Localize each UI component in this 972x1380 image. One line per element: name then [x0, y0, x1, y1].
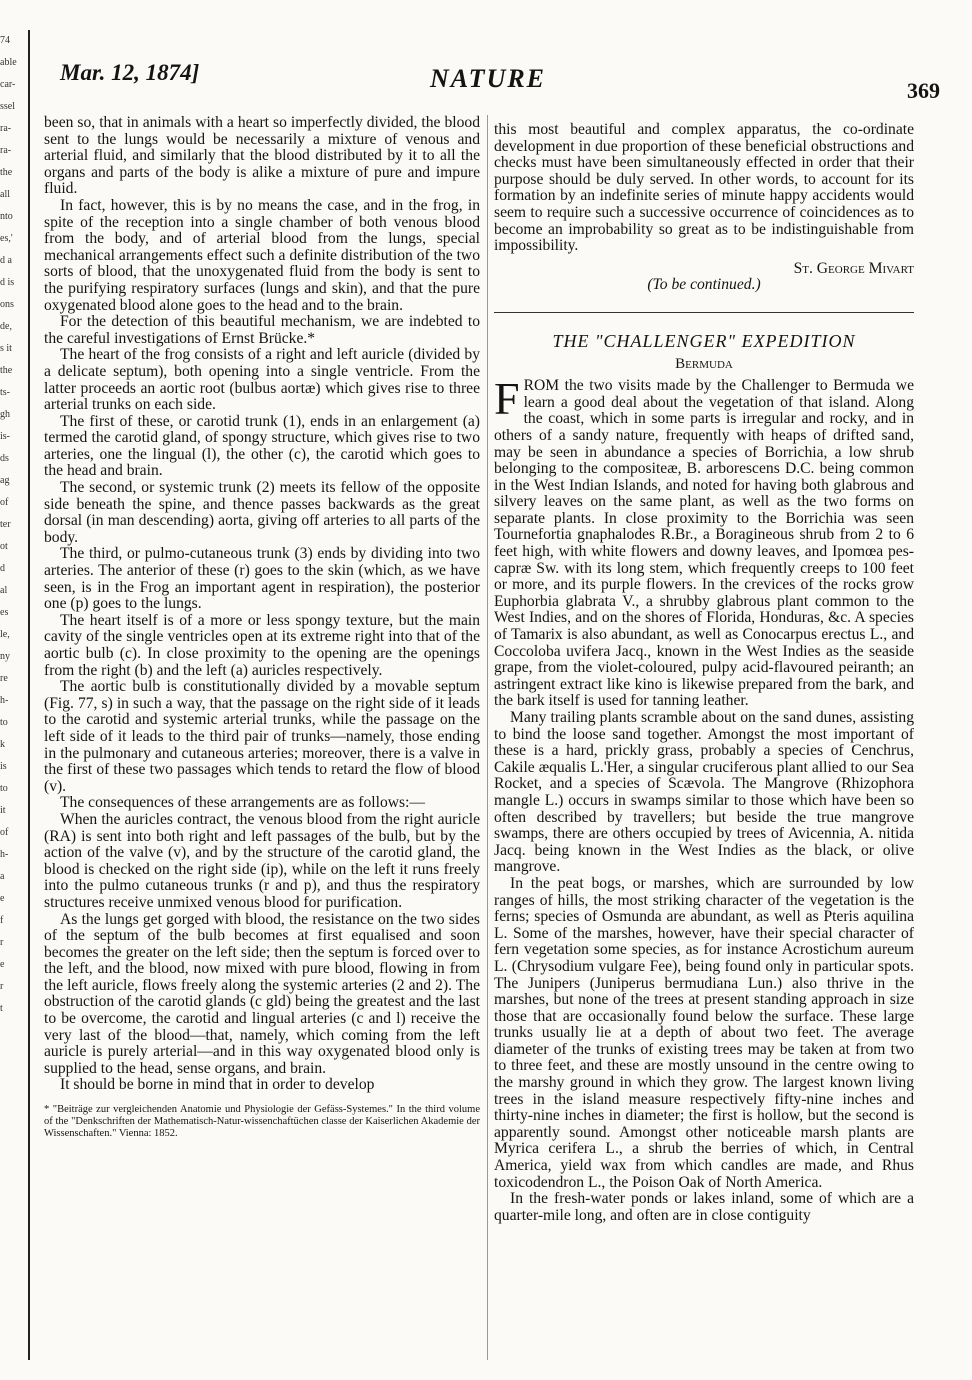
- margin-fragment: ter: [0, 519, 11, 530]
- drop-cap: F: [494, 373, 520, 425]
- margin-fragment: the: [0, 365, 13, 376]
- footnote: * "Beiträge zur vergleichenden Anatomie und Physiologie der Gefäss-Systemes." In the third volume of the "Denkschriften der Mathematisch-Natur-wissenchaftüchen classe der Kaiserlichen Akademie der Wissenschaften." Vienna: 1852.: [44, 1104, 480, 1140]
- paragraph: The heart itself is of a more or less spongy texture, but the main cavity of the single ventricles open at its extreme right into that of the aortic bulb (c). In close proximity to the opening are the openings from the right (b) and the left (a) auricles respectively.: [44, 611, 480, 679]
- page-header: [60, 60, 940, 103]
- margin-fragment: ra-: [0, 123, 12, 134]
- margin-fragment: e: [0, 959, 5, 970]
- margin-fragment: de,: [0, 321, 12, 332]
- section-subtitle: Bermuda: [675, 355, 733, 372]
- margin-fragment: able: [0, 57, 17, 68]
- paragraph: As the lungs get gorged with blood, the resistance on the two sides of the septum of the bulb becomes at first equalised and soon becomes the greater on the left side; then the septum is forced over to the left, and the blood, now mixed with pure blood, flowing in from the left auricle, flows freely along the systemic arteries (2 and 2). The obstruction of the carotid glands (c gld) being the greatest and the last to be overcome, the carotid and lingual arteries (c and l) receive the very last of the blood—that, namely, which coming from the left auricle is purely arterial—and in this way oxygenated blood only is supplied to the head, sense organs, and brain.: [44, 910, 480, 1077]
- paragraph: For the detection of this beautiful mechanism, we are indebted to the careful investigations of Ernst Brücke.*: [44, 313, 480, 347]
- margin-fragment: ts-: [0, 387, 10, 398]
- margin-fragment: k: [0, 739, 5, 750]
- section-title: THE "CHALLENGER" EXPEDITION: [552, 330, 856, 351]
- margin-fragment: ot: [0, 541, 8, 552]
- margin-fragment: d is: [0, 277, 15, 288]
- margin-fragment: all: [0, 189, 10, 200]
- author-signature: St. George Mivart: [793, 259, 914, 277]
- margin-fragment: s it: [0, 343, 12, 354]
- margin-fragment: is: [0, 761, 7, 772]
- margin-fragment: of: [0, 827, 9, 838]
- margin-fragment: d a: [0, 255, 12, 266]
- paragraph: In the peat bogs, or marshes, which are surrounded by low ranges of hills, the most striking character of the vegetation is the ferns; species of Osmunda are abundant, as well as Pteris aquilina L. Some of the marshes, however, have their special character of fern vegetation some species, as for instance Acrostichum aureum L. (Chrysodium vulgare Fee), being found only in particular spots. The Junipers (Juniperus bermudiana Lun.) also thrive in the marshes, but none of the trees at present standing approach in size those that are occasionally found below the surface. These large trunks usually lie at a depth of about two feet. The average diameter of the trunks of existing trees may be taken at from two to three feet, and these are mostly unsound in the centre owing to the marshy ground in which they grow. The largest known living trees in the island measure respectively fifty-nine inches and thirty-nine inches in diameter; the first is hollow, but the second is apparently sound. Amongst other noticeable marsh plants are Myrica cerifera L., a shrub the berries of which, in Central America, yield wax from which candles are made, and Rhus toxicodendron L., the Poison Oak of North America.: [494, 874, 914, 1191]
- margin-fragment: t: [0, 1003, 3, 1014]
- margin-fragment: of: [0, 497, 9, 508]
- issue-date: Mar. 12, 1874]: [60, 60, 200, 85]
- paragraph: Many trailing plants scramble about on the sand dunes, assisting to bind the loose sand together. Amongst the most important of these is a hard, prickly grass, probably a species of Cenchrus, Cakile æqualis L.'Her, a singular cruciferous plant allied to our Sea Rocket, and a species of Scævola. The Mangrove (Rhizophora mangle L.) occurs in swamps similar to those which have been so often described by travellers; but beside the true mangrove swamps, there are others occupied by trees of Avicennia, A. nitida Jacq. being known in the West Indies as the black, or olive mangrove.: [494, 709, 914, 876]
- margin-fragment: ny: [0, 651, 10, 662]
- margin-fragment: r: [0, 937, 4, 948]
- margin-fragment: ons: [0, 299, 14, 310]
- paragraph: this most beautiful and complex apparatus, the co-ordinate development in due proportion of these beneficial obstructions and checks must have been simultaneously effected in order that their purpose should be duly served. In other words, to account for its formation by an indefinite series of minute happy accidents would seem to require such a successive occurrence of coincidences as to become an improbability so great as to be indistinguishable from impossibility.: [494, 121, 914, 255]
- left-column: [44, 115, 480, 1140]
- paragraph: been so, that in animals with a heart so imperfectly divided, the blood sent to the lungs would be necessarily a mixture of venous and arterial fluid, and similarly that the blood distributed by it to all the organs and parts of the body is alike a mixture of pure and impure fluid.: [44, 114, 480, 198]
- margin-fragment: d: [0, 563, 5, 574]
- margin-fragment: to: [0, 717, 8, 728]
- margin-fragment: es: [0, 607, 9, 618]
- paragraph: When the auricles contract, the venous blood from the right auricle (RA) is sent into both right and left passages of the bulb, but by the action of the valve (v), and by the structure of the carotid gland, the blood is checked on the right side (ip), while on the left it runs freely into the pulmo cutaneous trunks (r and p), and thus the respiratory structures receive unmixed venous blood for purification.: [44, 810, 480, 911]
- margin-fragments: [0, 30, 30, 1360]
- paragraph: The first of these, or carotid trunk (1), ends in an enlargement (a) termed the carotid gland, of spongy structure, which gives rise to two arteries, one the lingual (l), the other (c), the carotid which goes to the head and brain.: [44, 412, 480, 480]
- margin-fragment: h-: [0, 849, 9, 860]
- margin-fragment: r: [0, 981, 4, 992]
- margin-fragment: 74: [0, 35, 10, 46]
- paragraph: The second, or systemic trunk (2) meets its fellow of the opposite side beneath the spine, and thence passes backwards as the great dorsal (in man descending) aorta, giving off arteries to all parts of the body.: [44, 479, 480, 546]
- margin-fragment: al: [0, 585, 8, 596]
- margin-fragment: le,: [0, 629, 10, 640]
- margin-fragment: es,': [0, 233, 13, 244]
- column-divider: [487, 115, 488, 1360]
- margin-fragment: car-: [0, 79, 16, 90]
- margin-fragment: f: [0, 915, 4, 926]
- margin-fragment: h-: [0, 695, 9, 706]
- paragraph: It should be borne in mind that in order to develop: [60, 1076, 375, 1094]
- margin-fragment: it: [0, 805, 6, 816]
- margin-fragment: e: [0, 893, 5, 904]
- margin-fragment: ssel: [0, 101, 15, 112]
- right-column: [494, 122, 914, 1224]
- journal-title: NATURE: [430, 64, 547, 93]
- paragraph: The third, or pulmo-cutaneous trunk (3) ends by dividing into two arteries. The anterior of these (r) goes to the skin (which, as we have seen, is in the Frog an important agent in respiration), the posterior one (p) goes to the lungs.: [44, 545, 480, 613]
- paragraph: The heart of the frog consists of a right and left auricle (divided by a delicate septum), both opening into a single ventricle. From the latter proceeds an aortic root (bulbus aortæ) which gives rise to three arterial trunks on each side.: [44, 346, 480, 414]
- paragraph: In fact, however, this is by no means the case, and in the frog, in spite of the reception into a single chamber of both venous blood from the body, and of arterial blood from the lungs, special mechanical arrangements effect such a definite distribution of the two sorts of blood, that the unoxygenated fluid from the body is sent to the purifying respiratory surfaces (lungs and skin), and that the pure oxygenated blood alone goes to the head and to the brain.: [44, 196, 480, 314]
- margin-fragment: is-: [0, 431, 10, 442]
- paragraph: The aortic bulb is constitutionally divided by a movable septum (Fig. 77, s) in such a way, that the passage on the right side of it leads to the carotid and systemic arterial trunks, while the passage on the left side of it leads to the third pair of trunks—namely, those ending in the pulmonary and cutaneous arteries; moreover, there is a valve in the first of these two passages which tends to retard the flow of blood (v).: [44, 678, 480, 795]
- margin-fragment: a: [0, 871, 5, 882]
- margin-fragment: ag: [0, 475, 10, 486]
- margin-fragment: ra-: [0, 145, 12, 156]
- margin-fragment: nto: [0, 211, 13, 222]
- paragraph: ROM the two visits made by the Challenger to Bermuda we learn a good deal about the vegetation of that island. Along the coast, which in some parts is irregular and rocky, and in others of a sandy nature, frequently with heaps of drifted sand, may be seen in abundance a species of Borrichia, a low shrub belonging to the compositeæ, B. arborescens D.C. being common in the West Indian Islands, and noted for having both glabrous and silvery leaves on the same plant, as well as the two forms on separate plants. In close proximity to the Borrichia was seen Tournefortia gnaphalodes R.Br., a Boragineous shrub from 2 to 6 feet high, with white flowers and downy leaves, and Ipomœa pes-capræ Sw. with its long stem, which frequently creeps to 100 feet or more, and its purple flowers. In the crevices of the rocks grow Euphorbia glabrata V., a shrubby glabrous plant common to the West Indies, and on the shores of Florida, Honduras, &c. A species of Tamarix is also abundant, as well as Conocarpus erectus L., and Coccoloba uvifera Jacq., known in the West Indies as the seaside grape, from the violet-coloured, pulpy acid-flavoured peiranth; an astringent extract like kino is likewise prepared from the bark, and the bark itself is used for tanning leather.: [494, 377, 914, 710]
- continued-note: (To be continued.): [647, 276, 761, 294]
- margin-fragment: to: [0, 783, 8, 794]
- paragraph: In the fresh-water ponds or lakes inland, some of which are a quarter-mile long, and often are in close contiguity: [494, 1190, 914, 1224]
- paragraph: The consequences of these arrangements are as follows:—: [60, 794, 426, 812]
- margin-fragment: ds: [0, 453, 9, 464]
- page-number: 369: [907, 78, 940, 103]
- section-rule: [494, 312, 914, 313]
- margin-fragment: gh: [0, 409, 10, 420]
- margin-fragment: re: [0, 673, 8, 684]
- margin-fragment: the: [0, 167, 13, 178]
